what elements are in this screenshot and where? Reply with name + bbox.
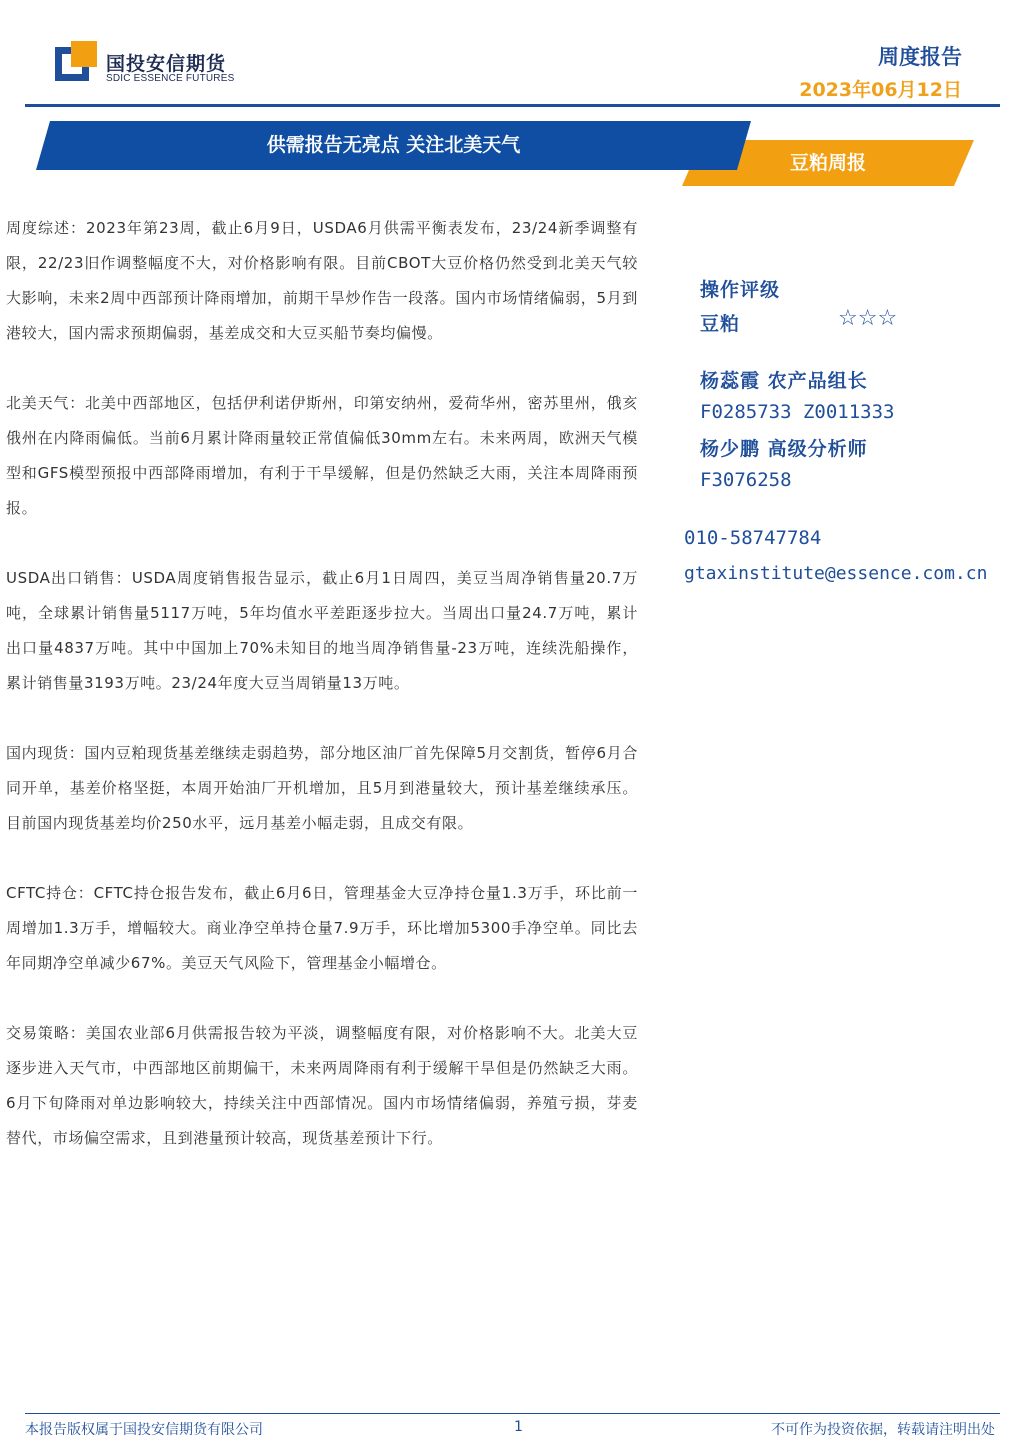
paragraph-text: 美国农业部6月供需报告较为平淡，调整幅度有限，对价格影响不大。北美大豆逐步进入天气市，中西部地区前期偏干，未来两周降雨有利于缓解干旱但是仍然缺乏大雨。6月下旬降雨对单边影响较大，持续关注中西部情况。国内市场情绪偏弱，养殖亏损，芽麦替代，市场偏空需求，且到港量预计较高，现货基差预计下行。 [6,1024,638,1147]
analyst-2-id: F3076258 [700,469,792,491]
footer-copyright: 本报告版权属于国投安信期货有限公司 [25,1422,263,1438]
page-number: 1 [514,1419,523,1435]
paragraph-label: CFTC持仓： [6,884,94,902]
contact-email[interactable]: gtaxinstitute@essence.com.cn [684,563,988,584]
paragraph-north-america-weather [6,386,638,526]
footer-disclaimer: 不可作为投资依据，转载请注明出处 [771,1422,995,1438]
paragraph-text: 国内豆粕现货基差继续走弱趋势，部分地区油厂首先保障5月交割货，暂停6月合同开单，基差价格坚挺，本周开始油厂开机增加，且5月到港量较大，预计基差继续承压。目前国内现货基差均价250水平，远月基差小幅走弱，且成交有限。 [6,744,638,832]
company-name-en: SDIC ESSENCE FUTURES [106,73,235,84]
report-type: 周度报告 [878,45,962,69]
contact-phone: 010-58747784 [684,527,822,549]
paragraph-label: USDA出口销售： [6,569,132,587]
paragraph-usda-export-sales [6,561,638,701]
report-date: 2023年06月12日 [799,79,962,101]
company-logo-icon [55,41,97,83]
analyst-2-title: 杨少鹏 高级分析师 [700,438,868,460]
report-body [6,211,638,1191]
footer-divider [25,1413,1000,1414]
paragraph-text: 2023年第23周，截止6月9日，USDA6月供需平衡表发布，23/24新季调整有限，22/23旧作调整幅度不大，对价格影响有限。目前CBOT大豆价格仍然受到北美天气较大影响，未来2周中西部预计降雨增加，前期干旱炒作告一段落。国内市场情绪偏弱，5月到港较大，国内需求预期偏弱，基差成交和大豆买船节奏均偏慢。 [6,219,638,342]
company-name-cn: 国投安信期货 [106,53,227,75]
paragraph-label: 国内现货： [6,744,85,762]
rating-item-label: 豆粕 [700,313,741,335]
paragraph-text: 北美中西部地区，包括伊利诺伊斯州，印第安纳州，爱荷华州，密苏里州，俄亥俄州在内降雨偏低。当前6月累计降雨量较正常值偏低30mm左右。未来两周，欧洲天气模型和GFS模型预报中西部降雨增加，有利于干旱缓解，但是仍然缺乏大雨，关注本周降雨预报。 [6,394,638,517]
paragraph-trading-strategy [6,1016,638,1156]
paragraph-label: 周度综述： [6,219,87,237]
rating-heading: 操作评级 [700,279,781,301]
paragraph-label: 北美天气： [6,394,86,412]
paragraph-label: 交易策略： [6,1024,86,1042]
paragraph-weekly-summary [6,211,638,351]
paragraph-domestic-spot [6,736,638,841]
analyst-1-ids: F0285733 Z0011333 [700,401,895,423]
paragraph-text: CFTC持仓报告发布，截止6月6日，管理基金大豆净持仓量1.3万手，环比前一周增加1.3万手，增幅较大。商业净空单持仓量7.9万手，环比增加5300手净空单。同比去年同期净空单减少67%。美豆天气风险下，管理基金小幅增仓。 [6,884,638,972]
analyst-1-title: 杨蕊霞 农产品组长 [700,370,868,392]
banner-tag: 豆粕周报 [789,152,866,174]
header-divider [25,104,1000,107]
banner-title: 供需报告无亮点 关注北美天气 [266,134,521,156]
rating-stars: ☆☆☆ [838,306,898,331]
paragraph-cftc-positions [6,876,638,981]
paragraph-text: USDA周度销售报告显示，截止6月1日周四，美豆当周净销售量20.7万吨，全球累计销售量5117万吨，5年均值水平差距逐步拉大。当周出口量24.7万吨，累计出口量4837万吨。其中中国加上70%未知目的地当周净销售量-23万吨，连续洗船操作，累计销售量3193万吨。23/24年度大豆当周销量13万吨。 [6,569,638,692]
